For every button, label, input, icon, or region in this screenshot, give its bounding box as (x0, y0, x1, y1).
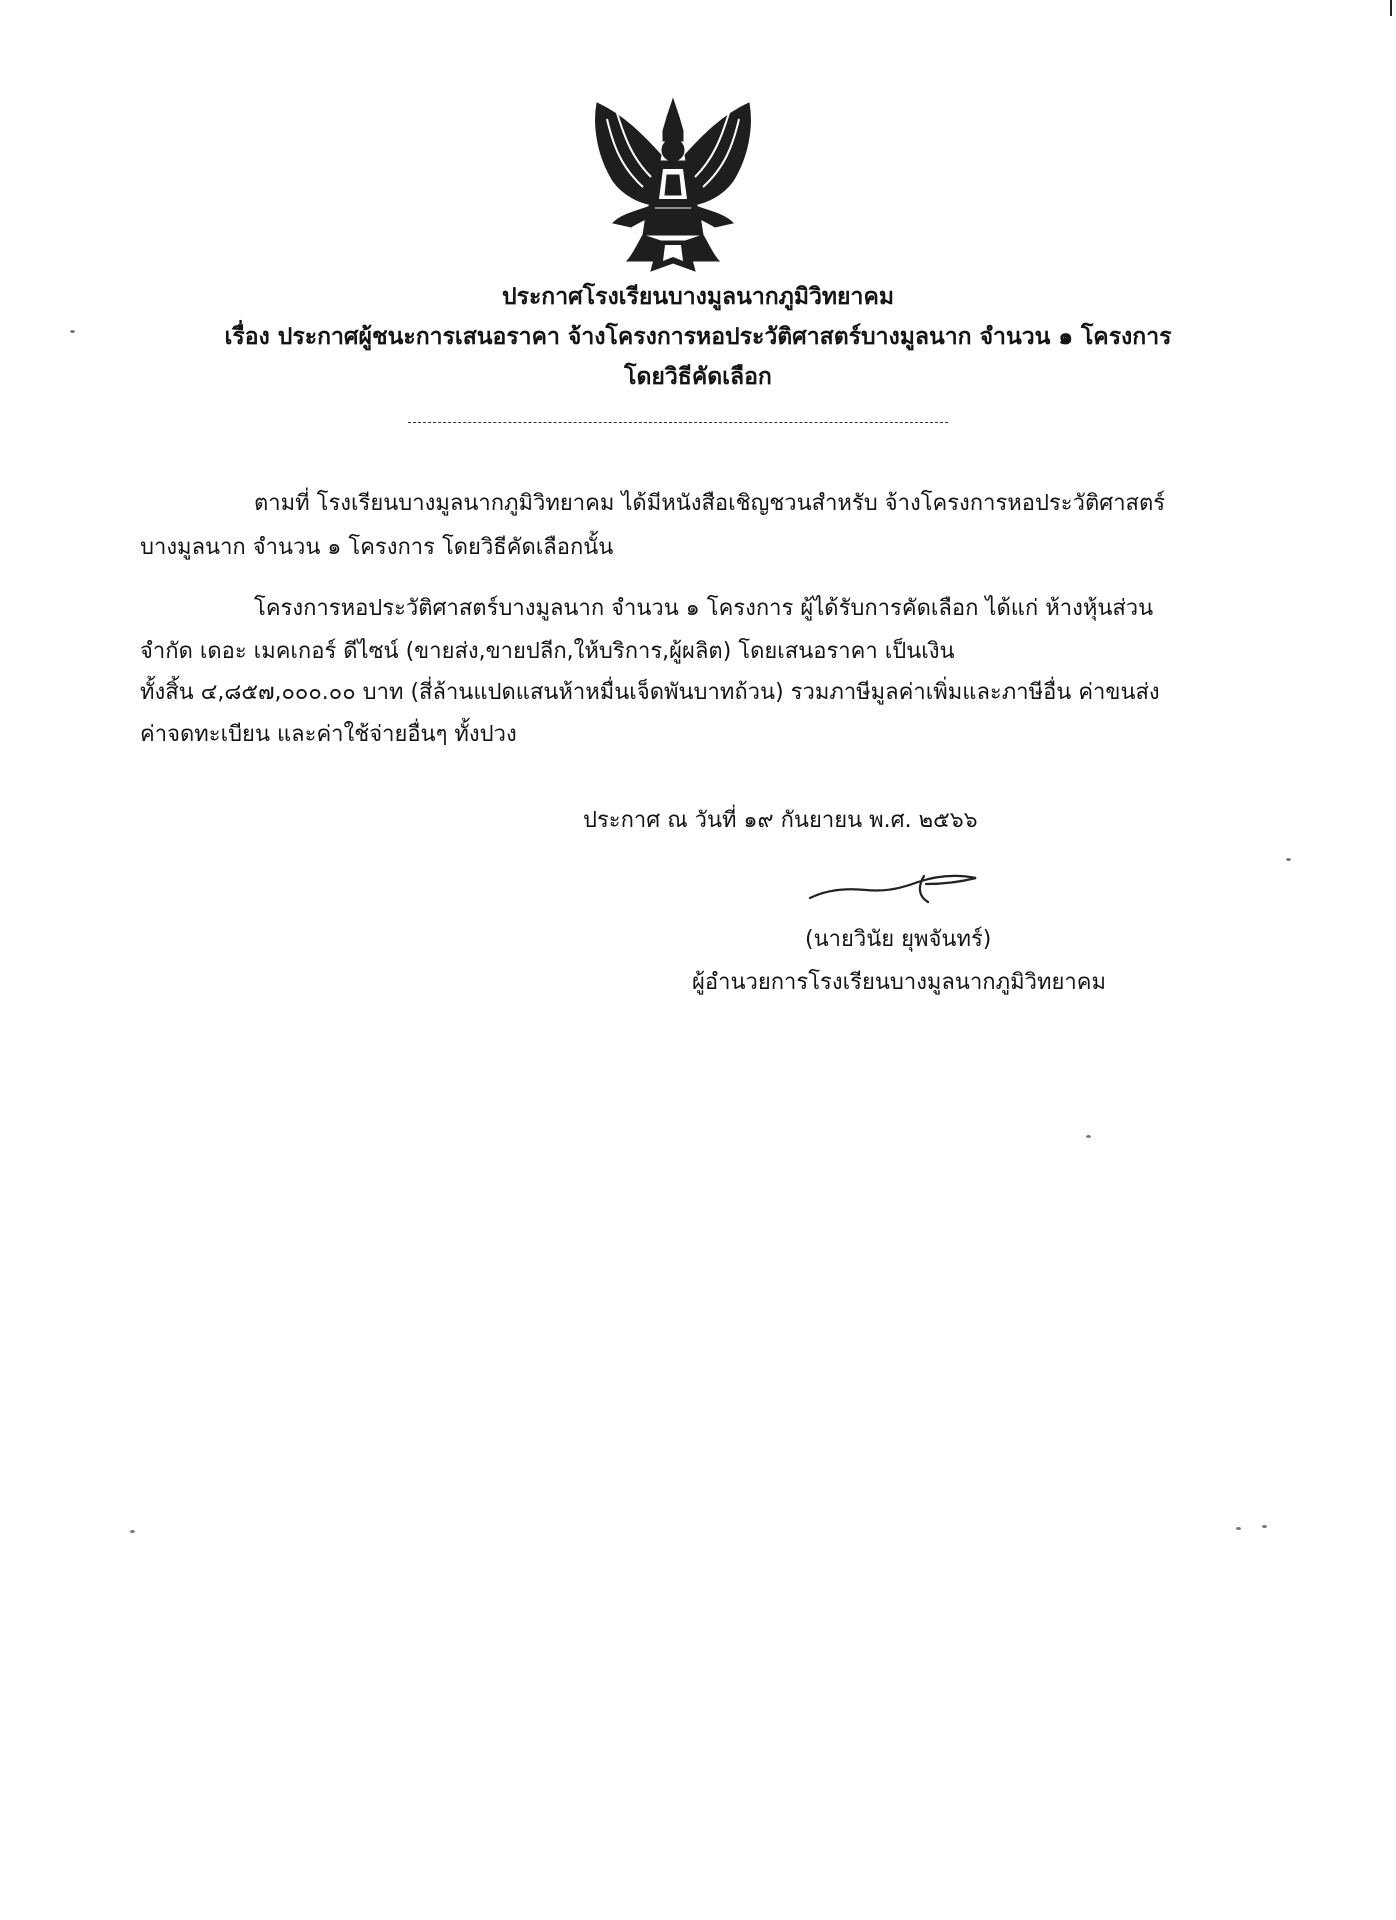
scan-speck (1262, 1525, 1267, 1528)
paragraph-2-line-2: จำกัด เดอะ เมคเกอร์ ดีไซน์ (ขายส่ง,ขายปลีก,ให้บริการ,ผู้ผลิต) โดยเสนอราคา เป็นเงิน (140, 639, 955, 664)
announcement-method: โดยวิธีคัดเลือก (624, 364, 772, 390)
paragraph-2-line-3: ทั้งสิ้น ๔,๘๕๗,๐๐๐.๐๐ บาท (สี่ล้านแปดแสนห้าหมื่นเจ็ดพันบาทถ้วน) รวมภาษีมูลค่าเพิ่มและภาษีอื่น ค่าขนส่ง (140, 680, 1160, 705)
scan-speck (1086, 1135, 1091, 1138)
signature (806, 868, 980, 908)
scan-speck (130, 1530, 135, 1533)
signatory-position: ผู้อำนวยการโรงเรียนบางมูลนากภูมิวิทยาคม (692, 970, 1106, 995)
garuda-emblem (583, 95, 763, 277)
paragraph-1-line-2: บางมูลนาก จำนวน ๑ โครงการ โดยวิธีคัดเลือกนั้น (140, 535, 614, 560)
scan-speck (1236, 1527, 1241, 1530)
announcement-subject: เรื่อง ประกาศผู้ชนะการเสนอราคา จ้างโครงการหอประวัติศาสตร์บางมูลนาก จำนวน ๑ โครงการ (224, 324, 1172, 350)
announce-date: ประกาศ ณ วันที่ ๑๙ กันยายน พ.ศ. ๒๕๖๖ (583, 808, 978, 833)
paragraph-2-line-1: โครงการหอประวัติศาสตร์บางมูลนาก จำนวน ๑ โครงการ ผู้ได้รับการคัดเลือก ได้แก่ ห้างหุ้นส่วน (254, 596, 1154, 621)
signatory-name: (นายวินัย ยุพจันทร์) (805, 927, 992, 952)
scan-speck (70, 330, 75, 333)
paragraph-2-line-4: ค่าจดทะเบียน และค่าใช้จ่ายอื่นๆ ทั้งปวง (140, 722, 517, 747)
announcement-title: ประกาศโรงเรียนบางมูลนากภูมิวิทยาคม (502, 284, 894, 310)
scan-speck (1286, 858, 1291, 861)
paragraph-1-line-1: ตามที่ โรงเรียนบางมูลนากภูมิวิทยาคม ได้มีหนังสือเชิญชวนสำหรับ จ้างโครงการหอประวัติศาสตร์ (254, 491, 1166, 516)
scan-edge-mark (1390, 0, 1392, 16)
separator-rule (408, 422, 948, 423)
